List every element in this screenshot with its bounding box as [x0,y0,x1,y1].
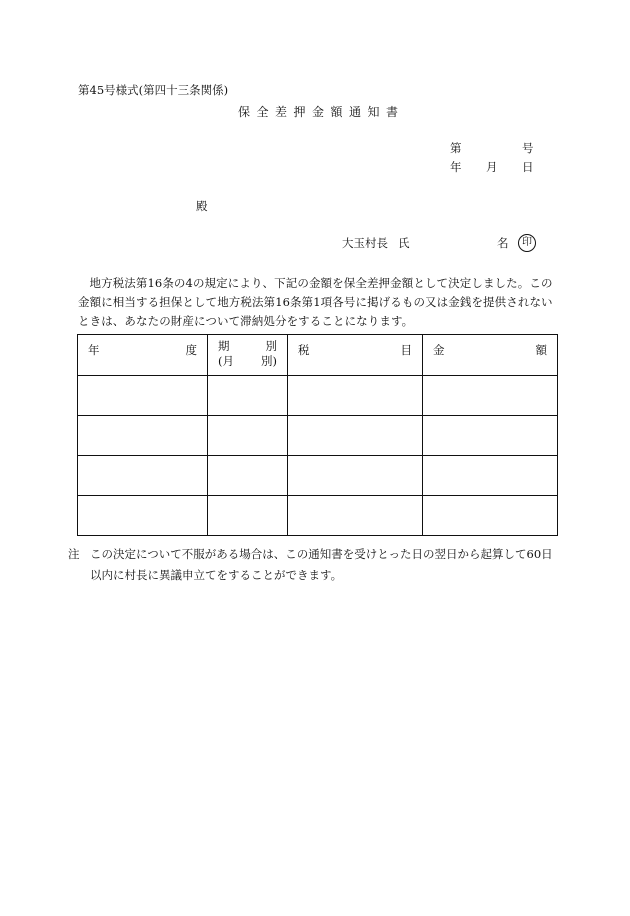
cell-amount[interactable] [423,376,558,416]
header-period [208,335,288,376]
note [68,544,558,586]
header-period-c: (月 [218,354,234,368]
date-month: 月 [486,160,498,174]
header-tax-b: 目 [400,343,412,357]
note-text: この決定について不服がある場合は、この通知書を受けとった日の翌日から起算して60日以内に村長に異議申立てをすることができます。 [90,547,553,582]
table-row [78,456,558,496]
cell-period[interactable] [208,416,288,456]
header-year [78,335,208,376]
recipient-suffix: 殿 [196,199,208,213]
header-tax-a: 税 [298,343,310,357]
header-year-b: 度 [185,343,197,357]
reference-dai: 第 [450,141,462,155]
cell-tax[interactable] [288,496,423,536]
amount-table [77,334,558,536]
seal-mark [518,234,536,252]
seal-char: 印 [522,237,532,248]
cell-tax[interactable] [288,376,423,416]
header-year-a: 年 [88,343,100,357]
cell-period[interactable] [208,456,288,496]
sender-shi: 氏 [398,236,410,250]
header-amount-b: 額 [535,343,547,357]
table-row [78,416,558,456]
header-period-d: 別) [261,354,277,368]
header-amount-a: 金 [433,343,445,357]
cell-period[interactable] [208,496,288,536]
document-title: 保全差押金額通知書 [238,105,405,119]
header-amount [423,335,558,376]
cell-year[interactable] [78,496,208,536]
header-period-a: 期 [218,339,230,353]
cell-amount[interactable] [423,456,558,496]
cell-year[interactable] [78,416,208,456]
table-row [78,496,558,536]
table-row [78,376,558,416]
header-period-b: 別 [265,339,277,353]
cell-tax[interactable] [288,456,423,496]
sender-name: 名 [497,236,509,250]
cell-year[interactable] [78,376,208,416]
body-text: 地方税法第16条の4の規定により、下記の金額を保全差押金額として決定しました。この金額に相当する担保として地方税法第16条第1項各号に掲げるもの又は金銭を提供されないときは、あなたの財産について滞納処分をすることになります。 [78,276,553,328]
date-day: 日 [522,160,534,174]
cell-period[interactable] [208,376,288,416]
cell-amount[interactable] [423,416,558,456]
sender-org: 大玉村長 [342,236,388,250]
cell-tax[interactable] [288,416,423,456]
date-year: 年 [450,160,462,174]
cell-amount[interactable] [423,496,558,536]
table-header-row [78,335,558,376]
reference-go: 号 [522,141,534,155]
note-mark: 注 [68,547,80,561]
cell-year[interactable] [78,456,208,496]
header-tax [288,335,423,376]
form-number: 第45号様式(第四十三条関係) [78,83,229,97]
